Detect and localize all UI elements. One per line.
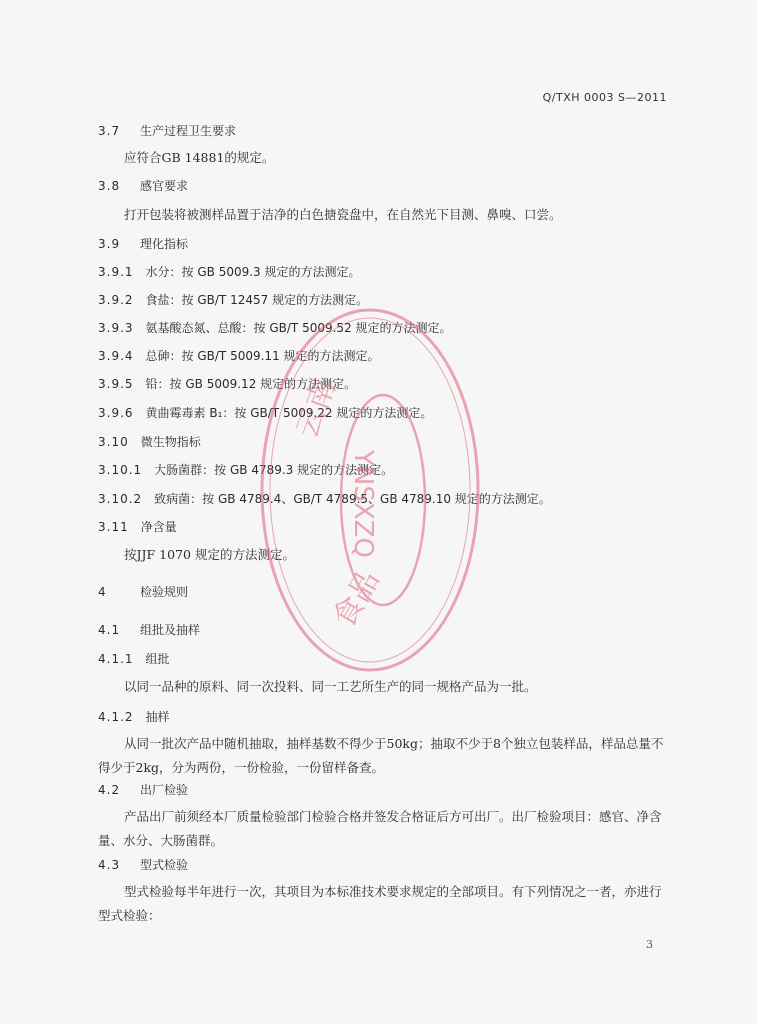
section-number: 3.9.4 [98, 349, 134, 363]
section-number: 3.9.5 [98, 377, 134, 391]
section-number: 4.1 [98, 623, 121, 637]
section-number: 4.1.1 [98, 652, 134, 666]
section-heading [98, 234, 667, 254]
svg-text:食品: 食品 [326, 564, 387, 634]
section-heading [98, 517, 667, 537]
svg-text:YNSXZQ: YNSXZQ [348, 450, 378, 558]
section-number: 4.1.2 [98, 710, 134, 724]
section-heading [98, 318, 667, 338]
line-text: 组批及抽样 [140, 623, 201, 637]
section-number: 3.10 [98, 435, 129, 449]
line-text: 按JJF 1070 规定的方法测定。 [124, 547, 295, 562]
section-number: 4.2 [98, 783, 121, 797]
line-text: 黄曲霉毒素 B₁：按 GB/T 5009.22 规定的方法测定。 [145, 406, 433, 420]
section-number: 3.9.2 [98, 293, 134, 307]
section-heading [98, 620, 667, 640]
section-heading [98, 176, 667, 196]
line-text: 微生物指标 [140, 435, 201, 449]
line-text: 抽样 [145, 710, 170, 724]
section-heading [98, 649, 667, 669]
section-number: 3.11 [98, 520, 129, 534]
section-heading [98, 290, 667, 310]
section-number: 4 [98, 585, 107, 599]
line-text: 应符合GB 14881的规定。 [124, 150, 275, 165]
section-number: 3.9.1 [98, 265, 134, 279]
section-heading [98, 262, 667, 282]
section-heading [98, 489, 667, 509]
section-heading [98, 855, 667, 875]
section-heading [98, 460, 667, 480]
section-number: 4.3 [98, 858, 121, 872]
svg-text:云南: 云南 [289, 374, 344, 443]
section-heading [98, 707, 667, 727]
section-number: 3.9 [98, 237, 121, 251]
section-number: 3.10.2 [98, 492, 143, 506]
body-paragraph: 产品出厂前须经本厂质量检验部门检验合格并签发合格证后方可出厂。出厂检验项目：感官、净含量、水分、大肠菌群。 [98, 809, 662, 848]
body-text [124, 545, 667, 565]
line-text: 总砷：按 GB/T 5009.11 规定的方法测定。 [145, 349, 380, 363]
body-text [124, 148, 667, 168]
line-text: 理化指标 [140, 237, 189, 251]
section-number: 3.8 [98, 179, 121, 193]
line-text: 水分：按 GB 5009.3 规定的方法测定。 [145, 265, 361, 279]
line-text: 以同一品种的原料、同一次投料、同一工艺所生产的同一规格产品为一批。 [124, 679, 537, 694]
line-text: 组批 [145, 652, 170, 666]
document-code: Q/TXH 0003 S—2011 [542, 91, 667, 104]
section-heading [98, 374, 667, 394]
line-text: 食盐：按 GB/T 12457 规定的方法测定。 [145, 293, 369, 307]
page-number: 3 [646, 938, 653, 951]
line-text: 型式检验 [140, 858, 189, 872]
section-number: 3.9.6 [98, 406, 134, 420]
line-text: 铅：按 GB 5009.12 规定的方法测定。 [145, 377, 357, 391]
section-heading [98, 780, 667, 800]
line-text: 大肠菌群：按 GB 4789.3 规定的方法测定。 [154, 463, 394, 477]
section-heading [98, 121, 667, 141]
body-paragraph: 从同一批次产品中随机抽取，抽样基数不得少于50kg；抽取不少于8个独立包装样品，样品总量不得少于2kg，分为两份，一份检验，一份留样备查。 [98, 736, 664, 775]
line-text: 致病菌：按 GB 4789.4、GB/T 4789.5、GB 4789.10 规定的方法测定。 [154, 492, 551, 506]
body-text [124, 677, 667, 697]
section-number: 3.9.3 [98, 321, 134, 335]
line-text: 打开包装将被测样品置于洁净的白色搪瓷盘中，在自然光下目测、鼻嗅、口尝。 [124, 207, 562, 222]
section-heading [98, 582, 667, 602]
section-heading [98, 346, 667, 366]
line-text: 氨基酸态氮、总酸：按 GB/T 5009.52 规定的方法测定。 [145, 321, 452, 335]
body-paragraph: 型式检验每半年进行一次，其项目为本标准技术要求规定的全部项目。有下列情况之一者，亦进行型式检验： [98, 884, 662, 923]
section-heading [98, 403, 667, 423]
body-text [124, 205, 667, 225]
section-heading [98, 432, 667, 452]
line-text: 感官要求 [140, 179, 189, 193]
section-number: 3.7 [98, 124, 121, 138]
line-text: 检验规则 [140, 585, 189, 599]
line-text: 出厂检验 [140, 783, 189, 797]
line-text: 净含量 [140, 520, 177, 534]
line-text: 生产过程卫生要求 [140, 124, 237, 138]
section-number: 3.10.1 [98, 463, 143, 477]
